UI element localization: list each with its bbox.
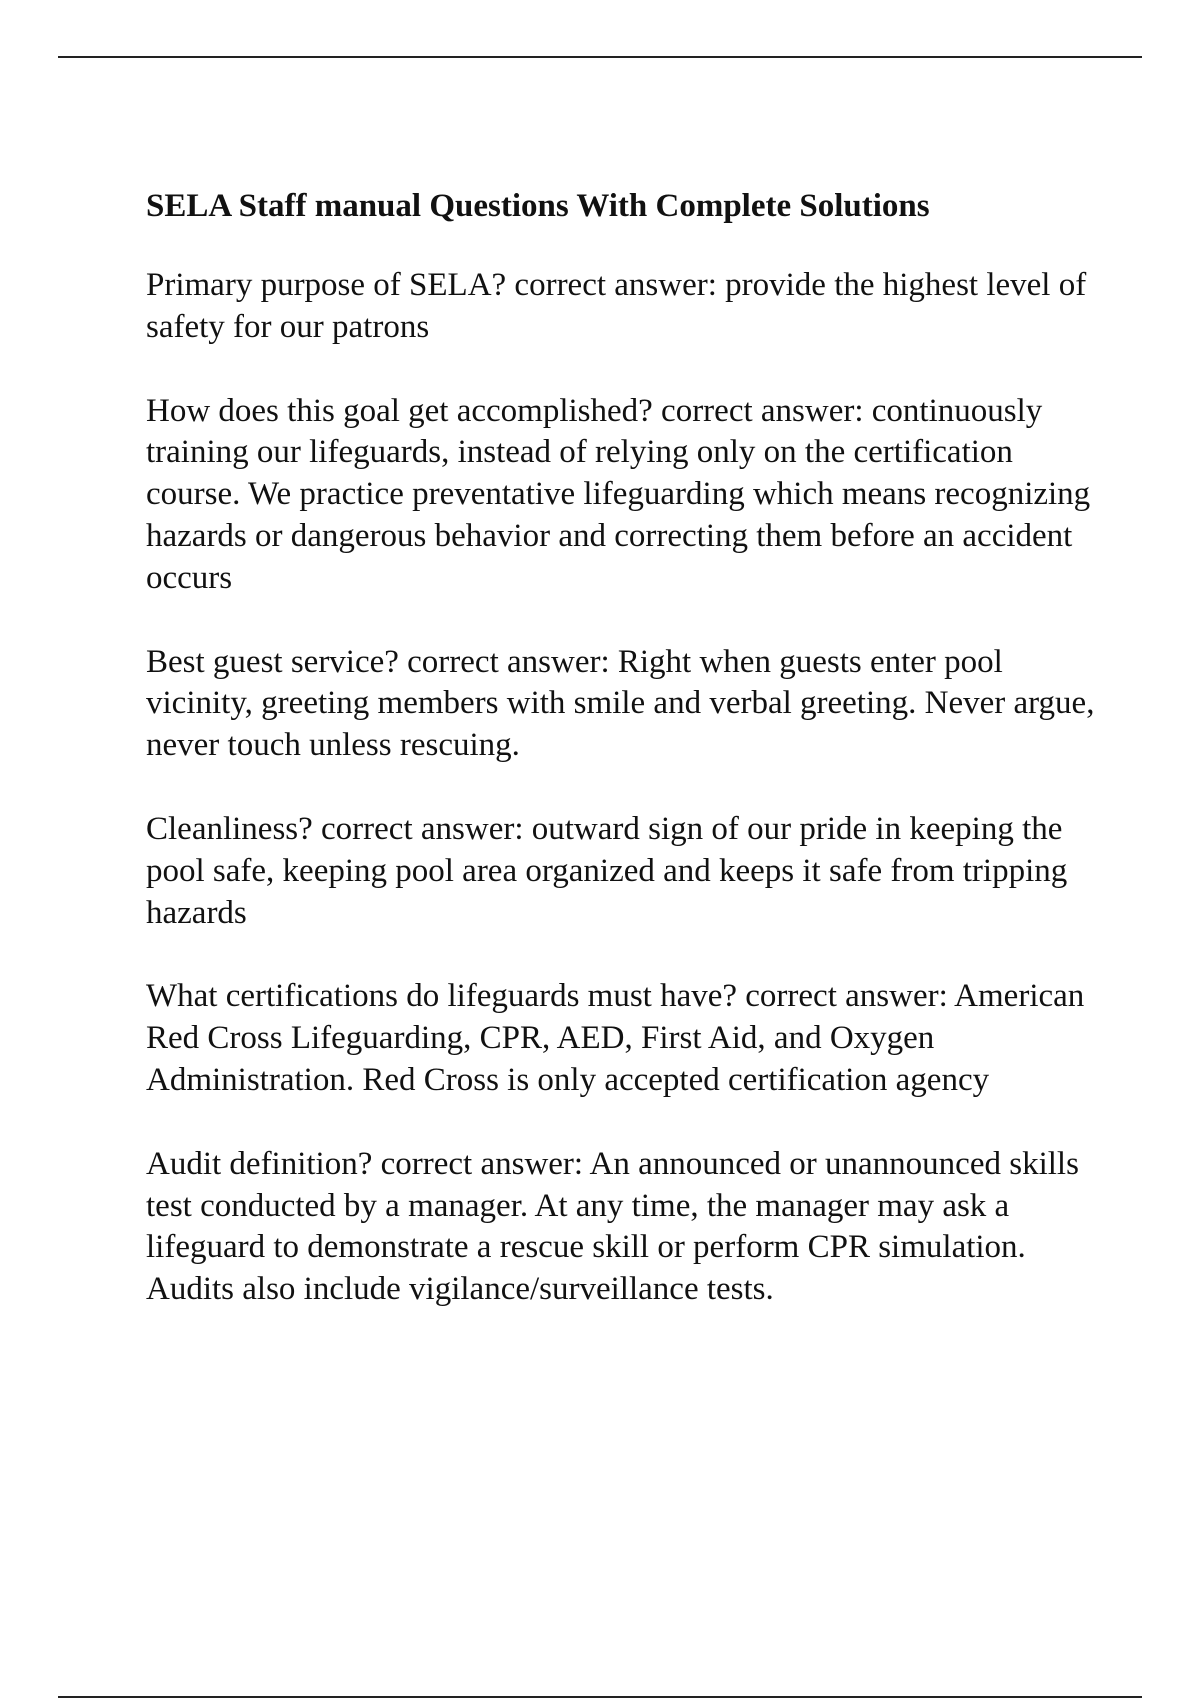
top-divider [58, 56, 1142, 58]
qa-item-cleanliness: Cleanliness? correct answer: outward sign of our pride in keeping the pool safe, keeping pool area organized and keeps it safe from tripping hazards [146, 810, 1068, 931]
qa-item-guest-service: Best guest service? correct answer: Right when guests enter pool vicinity, greeting members with smile and verbal greeting. Never argue, never touch unless rescuing. [146, 643, 1095, 764]
document-title: SELA Staff manual Questions With Complete Solutions [146, 188, 930, 224]
qa-item-audit-definition: Audit definition? correct answer: An announced or unannounced skills test conducted by a manager. At any time, the manager may ask a lifeguard to demonstrate a rescue skill or perform CPR simulation. Audits also include vigilance/surveillance tests. [146, 1145, 1079, 1308]
bottom-divider [58, 1696, 1142, 1698]
qa-item-certifications: What certifications do lifeguards must have? correct answer: American Red Cross Lifeguarding, CPR, AED, First Aid, and Oxygen Administration. Red Cross is only accepted certification agency [146, 978, 1085, 1098]
qa-item-primary-purpose: Primary purpose of SELA? correct answer: provide the highest level of safety for our patrons [146, 267, 1087, 345]
document-body [146, 185, 1096, 1353]
qa-item-goal-accomplished: How does this goal get accomplished? correct answer: continuously training our lifeguards, instead of relying only on the certification course. We practice preventative lifeguarding which means recognizing hazards or dangerous behavior and correcting them before an accident occurs [146, 392, 1091, 596]
